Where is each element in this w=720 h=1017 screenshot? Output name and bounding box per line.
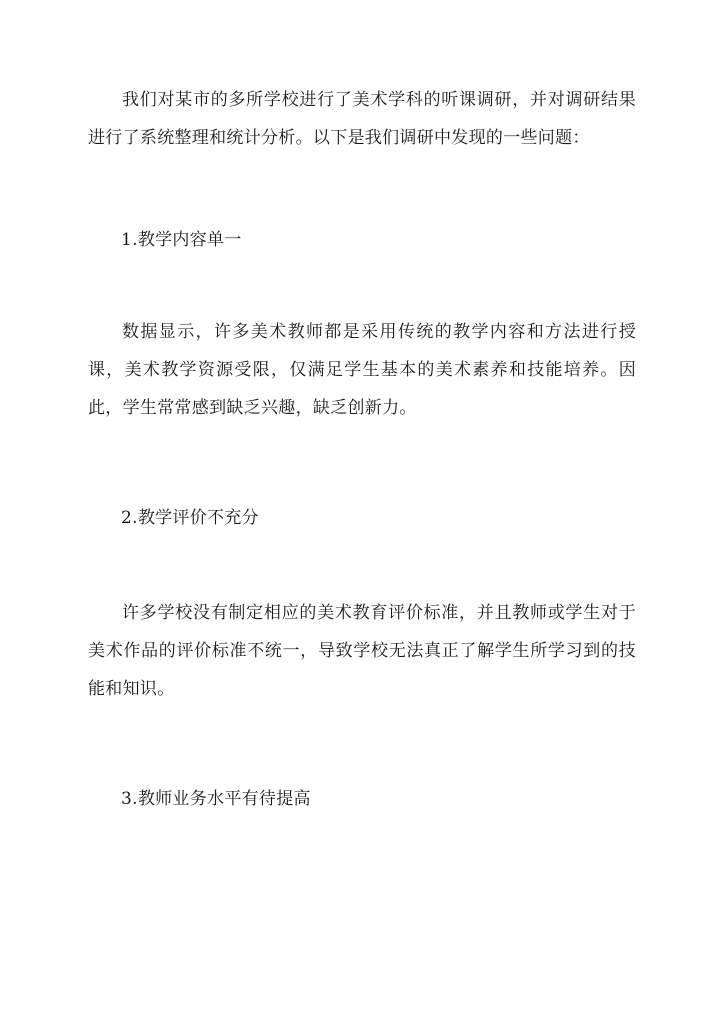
section-heading-1: 1.教学内容单一 — [121, 230, 242, 250]
section-heading-3: 3.教师业务水平有待提高 — [121, 789, 311, 809]
section-2-paragraph: 许多学校没有制定相应的美术教育评价标准，并且教师或学生对于美术作品的评价标准不统一，导致学校无法真正了解学生所学习到的技能和知识。 — [88, 603, 636, 699]
section-heading-2: 2.教学评价不充分 — [121, 508, 259, 528]
intro-paragraph: 我们对某市的多所学校进行了美术学科的听课调研，并对调研结果进行了系统整理和统计分析。以下是我们调研中发现的一些问题： — [88, 90, 636, 148]
section-1-paragraph: 数据显示，许多美术教师都是采用传统的教学内容和方法进行授课，美术教学资源受限，仅满足学生基本的美术素养和技能培养。因此，学生常常感到缺乏兴趣，缺乏创新力。 — [88, 322, 636, 418]
